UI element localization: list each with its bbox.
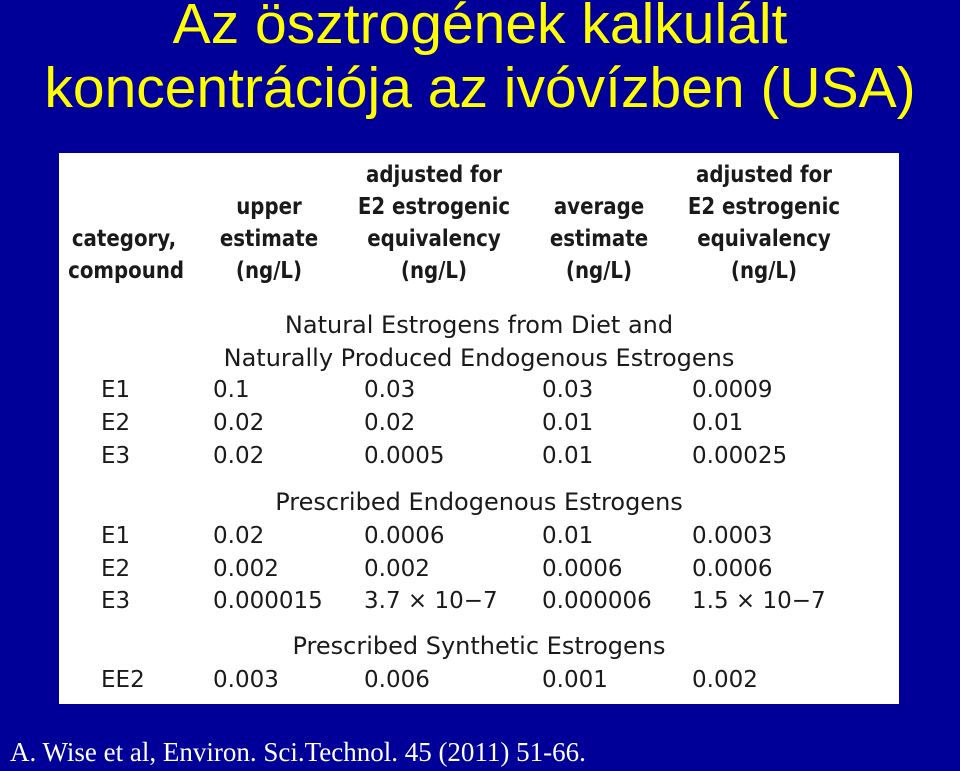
table-row — [59, 664, 899, 696]
table-cell: 0.0006 — [364, 523, 445, 549]
slide-title-line-2: koncentrációja az ivóvízben (USA) — [44, 56, 916, 120]
table-cell: 0.006 — [364, 667, 430, 693]
header-average-estimate — [539, 191, 659, 287]
section-title-natural — [59, 309, 899, 375]
header-line: equivalency — [697, 226, 831, 252]
table-cell: 0.01 — [542, 410, 594, 436]
header-line: average — [553, 194, 645, 220]
header-line: equivalency — [367, 226, 501, 252]
header-line: (ng/L) — [400, 258, 468, 284]
section-title-line: Prescribed Synthetic Estrogens — [292, 632, 666, 660]
header-line: (ng/L) — [235, 258, 303, 284]
header-line: compound — [68, 258, 185, 284]
table-cell: E1 — [101, 523, 131, 549]
header-line: adjusted for — [695, 162, 833, 188]
table-cell: 0.03 — [364, 377, 416, 403]
header-line: estimate — [549, 226, 649, 252]
header-line: E2 estrogenic — [687, 194, 841, 220]
citation: A. Wise et al, Environ. Sci.Technol. 45 (2011) 51-66. — [10, 737, 586, 767]
table-row — [59, 520, 899, 552]
table-cell: EE2 — [101, 667, 145, 693]
header-line: estimate — [219, 226, 319, 252]
section-title-line: Prescribed Endogenous Estrogens — [275, 488, 683, 516]
header-line: (ng/L) — [730, 258, 798, 284]
table-cell: 0.002 — [213, 556, 279, 582]
table-cell: 0.000006 — [542, 588, 652, 614]
table-cell: E3 — [101, 443, 131, 469]
table-cell: 0.00025 — [692, 443, 788, 469]
header-upper-estimate — [209, 191, 329, 287]
section-title-line: Naturally Produced Endogenous Estrogens — [223, 344, 735, 372]
table-cell: 1.5 × 10−7 — [692, 588, 826, 614]
header-line: (ng/L) — [565, 258, 633, 284]
section-title-prescribed-synthetic — [59, 630, 899, 663]
table-row — [59, 553, 899, 585]
table-row — [59, 585, 899, 617]
header-category — [68, 223, 185, 287]
header-line: category, — [71, 226, 177, 252]
table-cell: 0.02 — [213, 443, 265, 469]
slide-title-line-1: Az ösztrogének kalkulált — [172, 0, 788, 56]
table-row — [59, 440, 899, 472]
table-cell: 0.02 — [213, 523, 265, 549]
table-cell: E1 — [101, 377, 131, 403]
table-cell: 0.002 — [364, 556, 430, 582]
table-cell: 0.02 — [213, 410, 265, 436]
table-cell: 0.0003 — [692, 523, 773, 549]
table-cell: 0.000015 — [213, 588, 323, 614]
table-cell: E2 — [101, 556, 131, 582]
section-title-line: Natural Estrogens from Diet and — [284, 311, 674, 339]
table-cell: 0.0009 — [692, 377, 773, 403]
table-cell: 0.01 — [542, 523, 594, 549]
header-line: upper — [236, 194, 302, 220]
table-cell: 0.1 — [213, 377, 250, 403]
table-row — [59, 374, 899, 406]
header-line: E2 estrogenic — [357, 194, 511, 220]
estrogen-table — [59, 153, 899, 704]
table-cell: 0.002 — [692, 667, 758, 693]
table-cell: 0.02 — [364, 410, 416, 436]
header-adjusted-average — [682, 159, 845, 287]
table-cell: 0.0005 — [364, 443, 445, 469]
table-cell: 0.03 — [542, 377, 594, 403]
section-title-prescribed-endogenous — [59, 486, 899, 519]
table-cell: 0.001 — [542, 667, 608, 693]
table-row — [59, 407, 899, 439]
header-line: adjusted for — [365, 162, 503, 188]
table-cell: 0.01 — [692, 410, 744, 436]
header-adjusted-upper — [352, 159, 515, 287]
table-cell: 0.01 — [542, 443, 594, 469]
table-cell: 0.0006 — [542, 556, 623, 582]
table-cell: 0.0006 — [692, 556, 773, 582]
table-cell: E3 — [101, 588, 131, 614]
table-cell: E2 — [101, 410, 131, 436]
slide-title — [0, 0, 960, 120]
table-cell: 0.003 — [213, 667, 279, 693]
table-cell: 3.7 × 10−7 — [364, 588, 498, 614]
